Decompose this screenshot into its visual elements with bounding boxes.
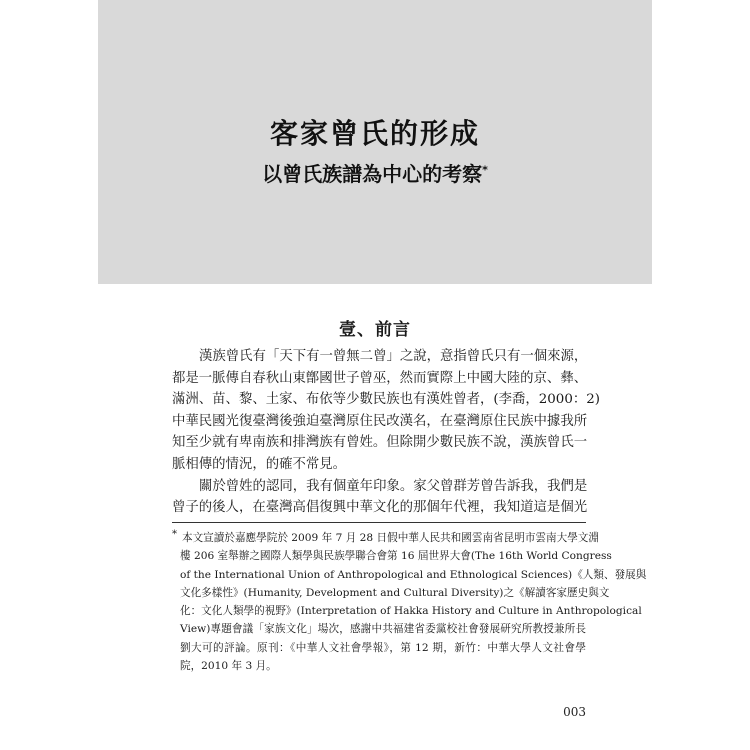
body-text xyxy=(172,346,600,519)
body-line: 都是一脈傳自春秋山東鄫國世子曾巫，然而實際上中國大陸的京、彝、 xyxy=(172,370,588,386)
body-line: 知至少就有卑南族和排灣族有曾姓。但除開少數民族不說，漢族曾氏一 xyxy=(172,435,588,451)
footnote-divider xyxy=(172,522,586,523)
footnote-line: 文化多樣性》(Humanity, Development and Cultural Diversity)之《解讀客家歷史與文 xyxy=(180,586,610,599)
chapter-subtitle xyxy=(98,158,652,187)
footnote-line: of the International Union of Anthropological and Ethnological Sciences)《人類、發展與 xyxy=(180,568,647,581)
footnote xyxy=(172,529,647,675)
body-line: 脈相傳的情況，的確不常見。 xyxy=(172,456,347,472)
footnote-reference-marker: * xyxy=(482,163,488,177)
body-line: 曾子的後人，在臺灣高倡復興中華文化的那個年代裡，我知道這是個光 xyxy=(172,500,588,516)
title-banner xyxy=(98,0,652,284)
chapter-title: 客家曾氏的形成 xyxy=(269,117,480,150)
footnote-marker: * xyxy=(172,529,177,540)
body-line: 滿洲、苗、黎、土家、布依等少數民族也有漢姓曾者，(李喬，2000：2) xyxy=(172,392,600,408)
footnote-line: 化：文化人類學的視野》(Interpretation of Hakka History and Culture in Anthropological xyxy=(180,605,642,618)
page-number: 003 xyxy=(563,705,586,719)
body-line: 漢族曾氏有「天下有一曾無二曾」之說，意指曾氏只有一個來源， xyxy=(199,349,588,364)
chapter-subtitle-text: 以曾氏族譜為中心的考察 xyxy=(262,162,483,186)
footnote-line: 劉大可的評論。原刊：《中華人文社會學報》，第 12 期，新竹：中華大學人文社會學 xyxy=(180,641,586,654)
footnote-line: 院，2010 年 3 月。 xyxy=(180,660,277,673)
body-line: 中華民國光復臺灣後強迫臺灣原住民改漢名，在臺灣原住民族中據我所 xyxy=(172,413,588,429)
footnote-line: View)專題會議「家族文化」場次，感謝中共福建省委黨校社會發展研究所教授兼所長 xyxy=(180,623,586,636)
footnote-line: 本文宣讀於嘉應學院於 2009 年 7 月 28 日假中華人民共和國雲南省昆明市雲南大學文淵 xyxy=(182,532,599,544)
section-heading: 壹、前言 xyxy=(339,320,411,340)
footnote-line: 樓 206 室舉辦之國際人類學與民族學聯合會第 16 屆世界大會(The 16th World Congress xyxy=(180,550,612,563)
body-line: 關於曾姓的認同，我有個童年印象。家父曾群芳曾告訴我，我們是 xyxy=(199,478,588,494)
